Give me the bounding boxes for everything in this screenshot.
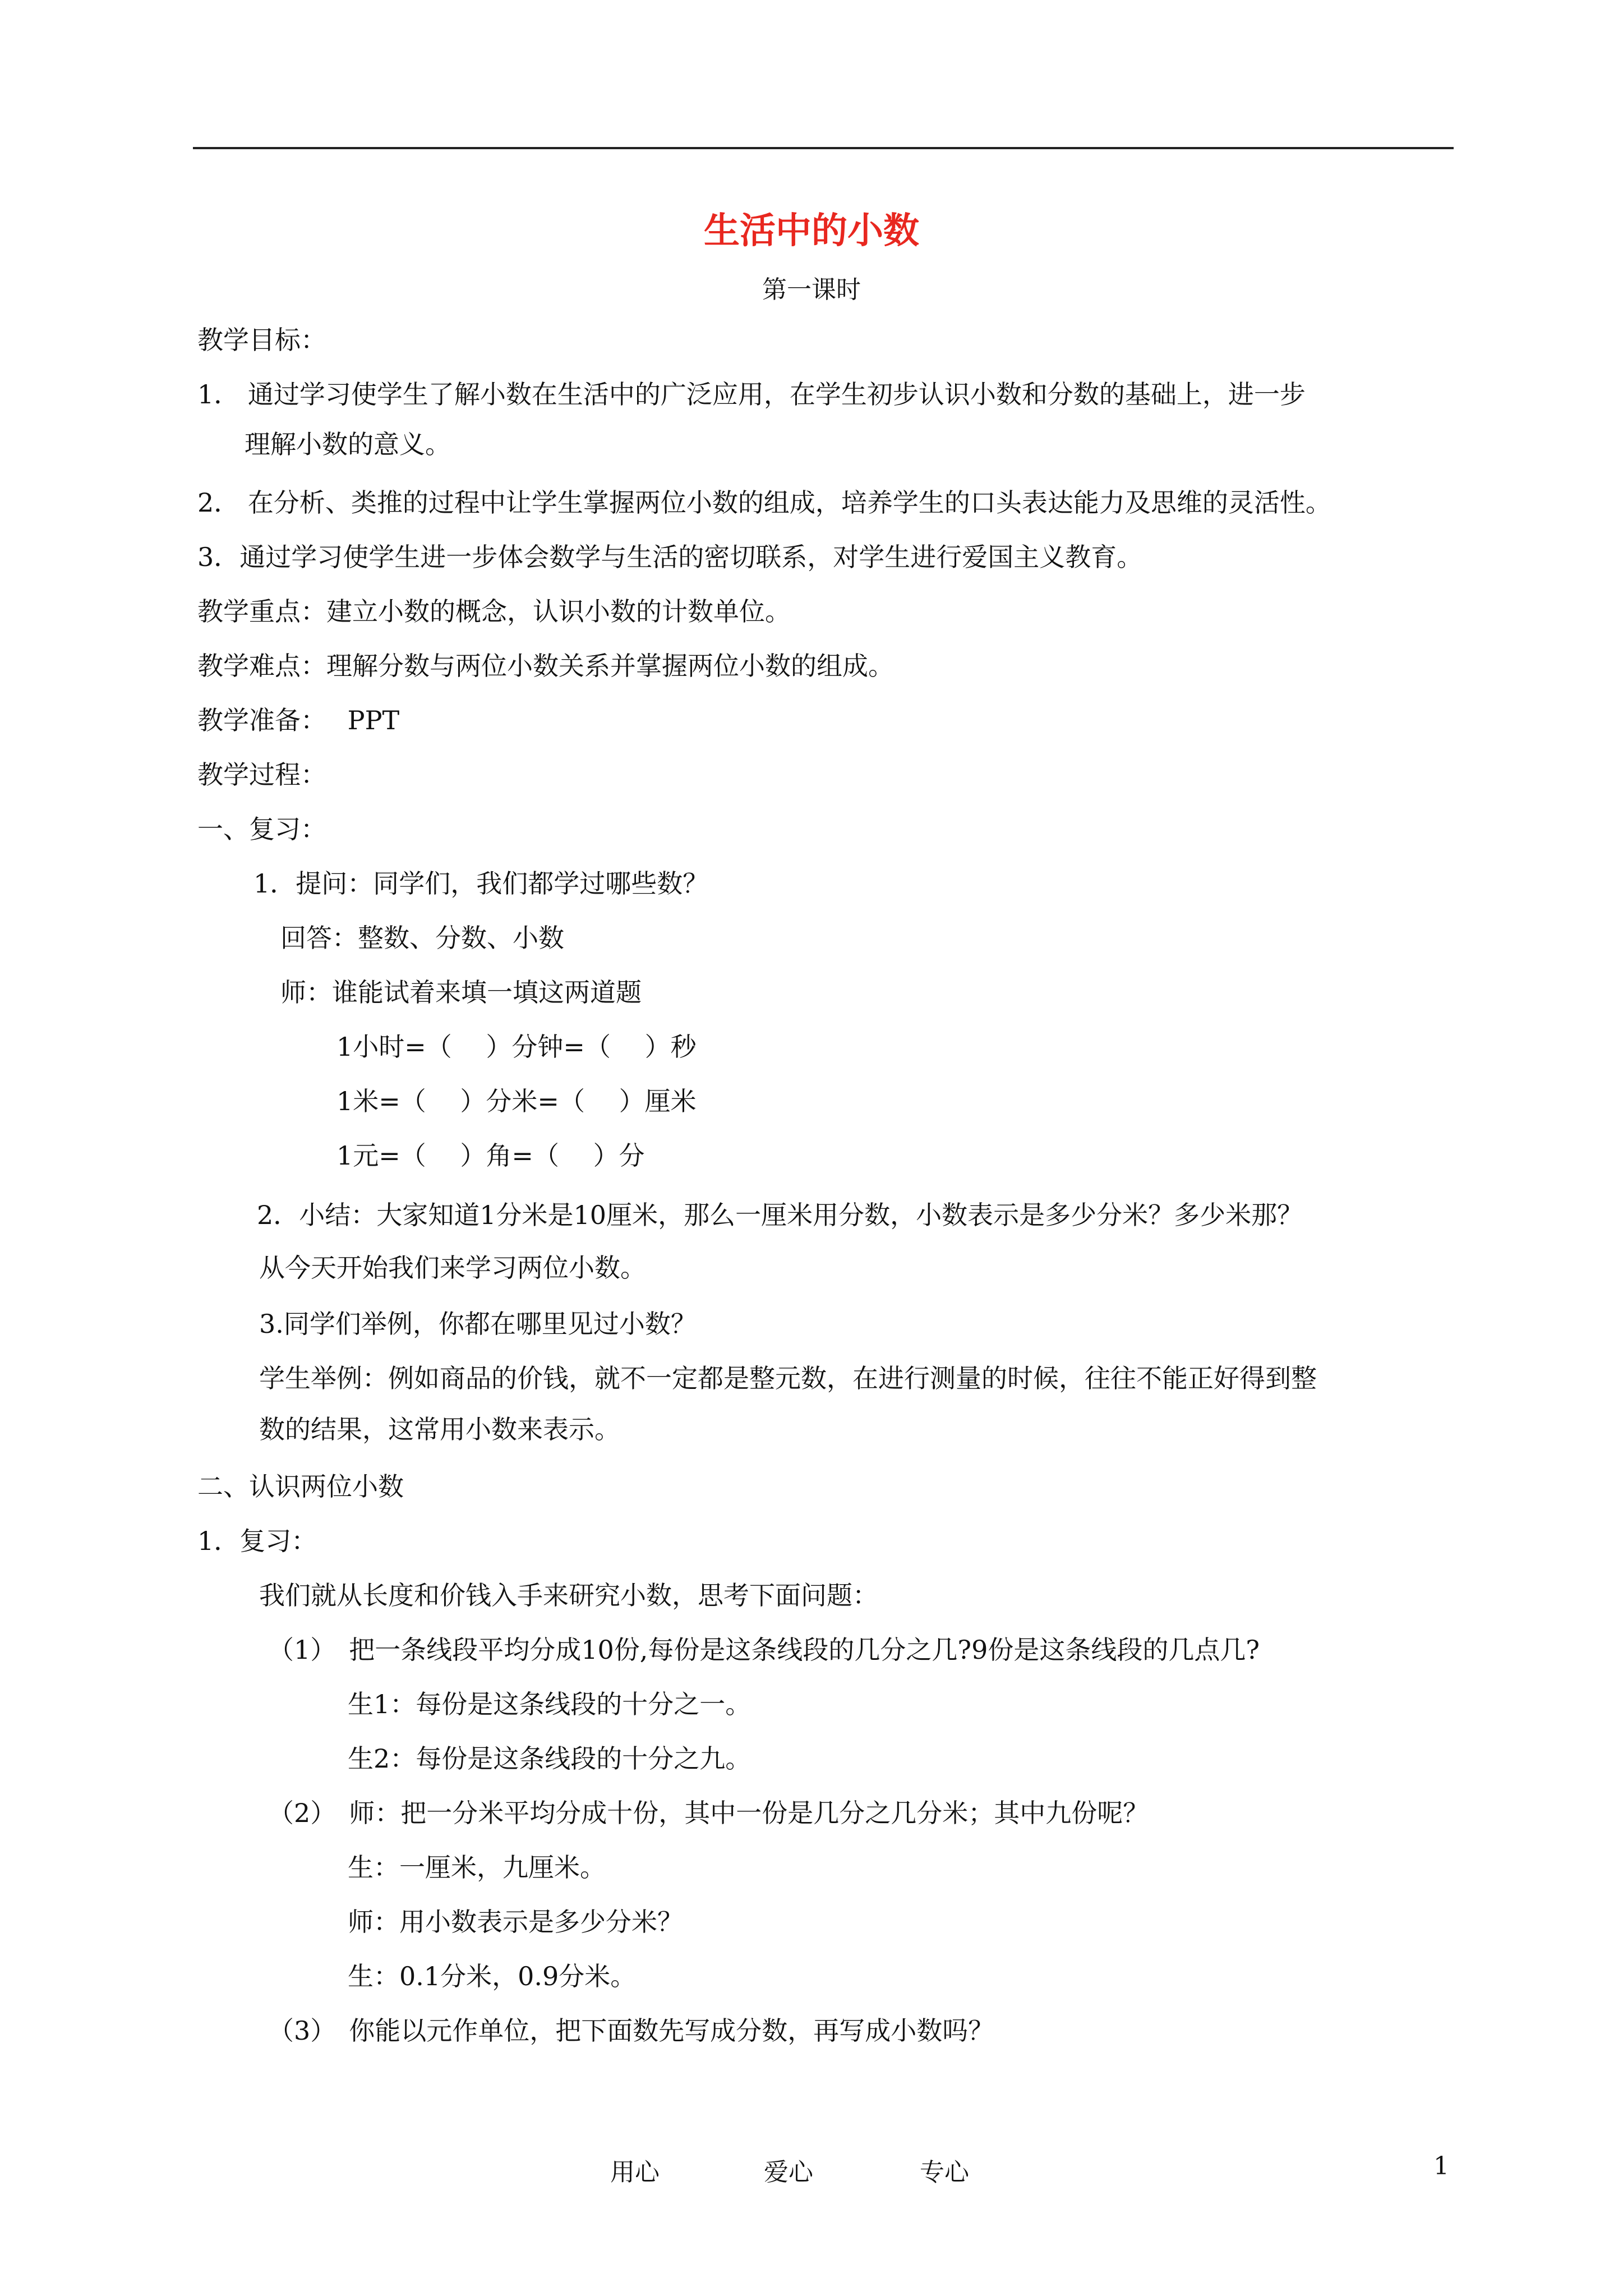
text-line: 从今天开始我们来学习两位小数。 [259, 1253, 646, 1283]
section-heading: 一、复习： [197, 814, 326, 844]
header-rule [193, 147, 1454, 149]
text-line: 生：一厘米，九厘米。 [348, 1852, 606, 1883]
text-line: 生1：每份是这条线段的十分之一。 [348, 1689, 751, 1719]
page-number: 1 [1433, 2152, 1449, 2180]
text-line: 理解小数的意义。 [245, 429, 451, 459]
footer-motto-2: 爱心 [764, 2158, 813, 2187]
text-line: 2．小结：大家知道1分米是10厘米，那么一厘米用分数，小数表示是多少分米？多少米那？ [257, 1200, 1303, 1230]
text-line: 1元=（ ）角=（ ）分 [336, 1140, 645, 1171]
text-line: 1米=（ ）分米=（ ）厘米 [336, 1086, 697, 1116]
text-line: 师：谁能试着来填一填这两道题 [280, 977, 642, 1007]
text-line: 3.同学们举例，你都在哪里见过小数？ [259, 1309, 697, 1339]
footer-motto-1: 用心 [610, 2158, 660, 2187]
text-line: （2） 师：把一分米平均分成十份，其中一份是几分之几分米；其中九份呢？ [268, 1798, 1149, 1828]
section-heading: 二、认识两位小数 [197, 1471, 404, 1502]
text-line: （3） 你能以元作单位，把下面数先写成分数，再写成小数吗？ [268, 2016, 994, 2046]
text-line: 3．通过学习使学生进一步体会数学与生活的密切联系，对学生进行爱国主义教育。 [197, 542, 1143, 572]
text-line: 我们就从长度和价钱入手来研究小数，思考下面问题： [259, 1580, 878, 1611]
text-line: 数的结果，这常用小数来表示。 [259, 1414, 620, 1444]
text-line: 1． 通过学习使学生了解小数在生活中的广泛应用，在学生初步认识小数和分数的基础上，进一步 [197, 379, 1306, 409]
text-line: 教学难点：理解分数与两位小数关系并掌握两位小数的组成。 [197, 651, 894, 681]
text-line: 1．提问：同学们，我们都学过哪些数？ [253, 868, 709, 899]
footer-motto-3: 专心 [920, 2158, 969, 2187]
text-line: 生2：每份是这条线段的十分之九。 [348, 1743, 751, 1774]
text-line: 1．复习： [197, 1526, 317, 1556]
page-subtitle: 第一课时 [762, 275, 861, 304]
text-line: （1） 把一条线段平均分成10份,每份是这条线段的几分之几?9份是这条线段的几点几? [268, 1635, 1260, 1665]
page-title: 生活中的小数 [704, 210, 919, 252]
text-line: 回答：整数、分数、小数 [280, 923, 564, 953]
text-line: 教学重点：建立小数的概念，认识小数的计数单位。 [197, 596, 791, 627]
text-line: 教学准备： PPT [197, 705, 400, 735]
text-line: 学生举例：例如商品的价钱，就不一定都是整元数，在进行测量的时候，往往不能正好得到整 [259, 1363, 1317, 1393]
text-line: 师：用小数表示是多少分米？ [348, 1907, 683, 1937]
text-line: 2． 在分析、类推的过程中让学生掌握两位小数的组成，培养学生的口头表达能力及思维的灵活性。 [197, 487, 1331, 518]
text-line: 生：0.1分米，0.9分米。 [348, 1961, 637, 1991]
text-line: 1小时=（ ）分钟=（ ）秒 [336, 1032, 697, 1062]
text-line: 教学过程： [197, 760, 326, 790]
text-line: 教学目标： [197, 325, 326, 355]
